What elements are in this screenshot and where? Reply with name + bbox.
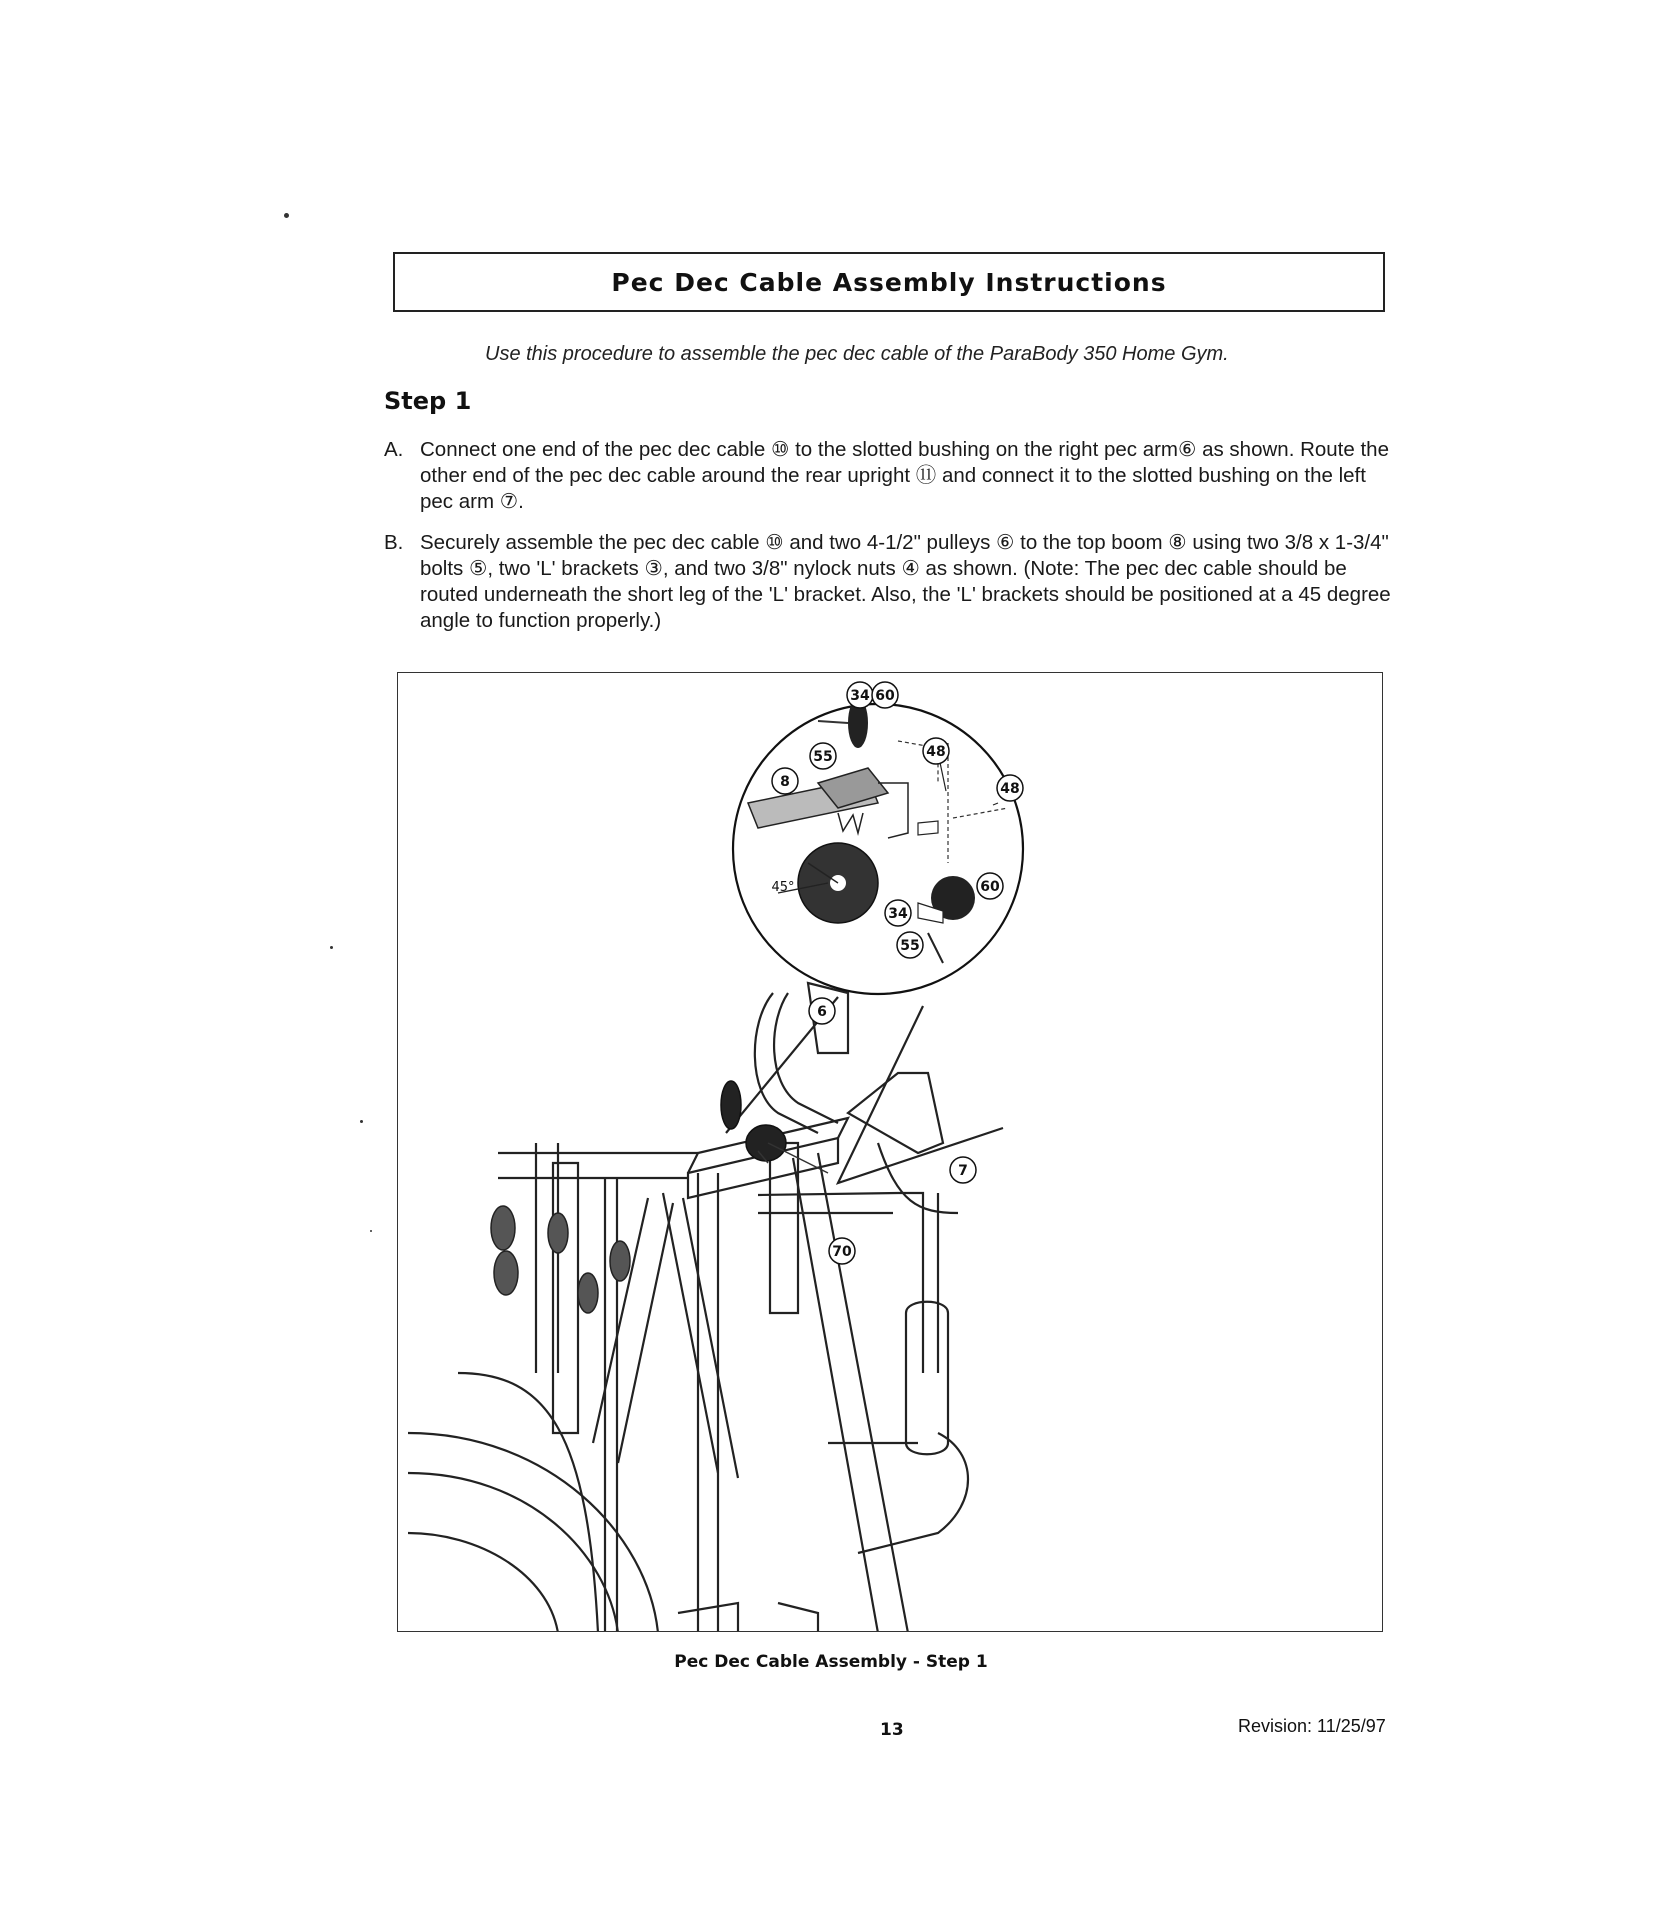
step-b-marker: B.: [384, 531, 404, 554]
bench-curve-2: [408, 1473, 618, 1632]
top-rail-left: [498, 1153, 698, 1178]
callout-8: [772, 768, 798, 794]
callout-60-lower: [977, 873, 1003, 899]
callout-55-lower: [897, 932, 923, 958]
zoom-line-right: [838, 1006, 1003, 1183]
page-title: Pec Dec Cable Assembly Instructions: [611, 267, 1167, 297]
pulley-left-3: [548, 1213, 568, 1253]
step-b-text: Securely assemble the pec dec cable ⑩ and two 4-1/2" pulleys ⑥ to the top boom ⑧ using two 3/8 x 1-3/4" bolts ⑤, two 'L' brackets ③, and two 3/8" nylock nuts ④ as shown. (Note: The pec dec cable should be routed underneath the short leg of the 'L' bracket. Also, the 'L' brackets should be positioned at a 45 degree angle to function properly.): [420, 531, 1391, 632]
svg-text:55: 55: [900, 938, 920, 954]
svg-text:8: 8: [780, 774, 790, 790]
callout-48-b: [997, 775, 1023, 801]
scan-speck: [360, 1120, 363, 1123]
callout-34-lower: [885, 900, 911, 926]
page-number: 13: [880, 1720, 904, 1740]
assembly-illustration: [398, 673, 1383, 1632]
angled-support-2: [663, 1193, 738, 1478]
svg-text:48: 48: [926, 744, 946, 760]
scan-speck: [370, 1230, 372, 1232]
scan-speck: [330, 946, 333, 949]
svg-text:60: 60: [980, 879, 1000, 895]
callout-60-top: [872, 682, 898, 708]
step-a-text: Connect one end of the pec dec cable ⑩ to the slotted bushing on the right pec arm⑥ as shown. Route the other end of the pec dec cable around the rear upright ⑪ and connect it to the slotted bushing on the left pec arm ⑦.: [420, 438, 1389, 513]
title-box: [393, 252, 1385, 312]
svg-text:7: 7: [958, 1163, 968, 1179]
pec-handle-6: [755, 993, 818, 1133]
figure-caption: Pec Dec Cable Assembly - Step 1: [674, 1652, 988, 1672]
step-a-marker: A.: [384, 438, 404, 461]
svg-text:60: 60: [875, 688, 895, 704]
step-heading: Step 1: [384, 387, 472, 415]
bench-curve-1: [408, 1433, 658, 1632]
detail-bracket-plate: [918, 821, 938, 835]
right-upright: [898, 1193, 938, 1373]
bench-curve-3: [408, 1533, 558, 1632]
pulley-left-4: [578, 1273, 598, 1313]
svg-text:70: 70: [832, 1244, 852, 1260]
revision-text: Revision: 11/25/97: [1238, 1716, 1386, 1736]
pulley-left-1: [491, 1206, 515, 1250]
assembly-figure: [397, 672, 1383, 1632]
guide-rods: [698, 1173, 718, 1632]
boom-pulley-1: [721, 1081, 741, 1129]
svg-text:34: 34: [888, 906, 908, 922]
step-b-paragraph: [384, 530, 1394, 634]
scan-speck: [284, 213, 289, 218]
callout-34-top: [847, 682, 873, 708]
roller-pad: [906, 1302, 948, 1455]
pec-arm-long: [793, 1153, 908, 1632]
detail-circle: [733, 704, 1023, 994]
intro-text: Use this procedure to assemble the pec dec cable of the ParaBody 350 Home Gym.: [485, 343, 1229, 365]
callout-55-top: [810, 743, 836, 769]
left-post: [553, 1163, 578, 1433]
callout-48-a: [923, 738, 949, 764]
angle-label: 45°: [771, 880, 795, 895]
boom-pulley-2: [746, 1125, 786, 1161]
svg-text:48: 48: [1000, 781, 1020, 797]
svg-text:55: 55: [813, 749, 833, 765]
pec-pad-7: [848, 1073, 943, 1153]
pulley-left-2: [494, 1251, 518, 1295]
callout-6: [809, 998, 835, 1024]
svg-text:34: 34: [850, 688, 870, 704]
callout-7: [950, 1157, 976, 1183]
svg-text:6: 6: [817, 1004, 827, 1020]
step-a-paragraph: [384, 437, 1394, 515]
pulley-left-5: [610, 1241, 630, 1281]
callout-70: [829, 1238, 855, 1264]
